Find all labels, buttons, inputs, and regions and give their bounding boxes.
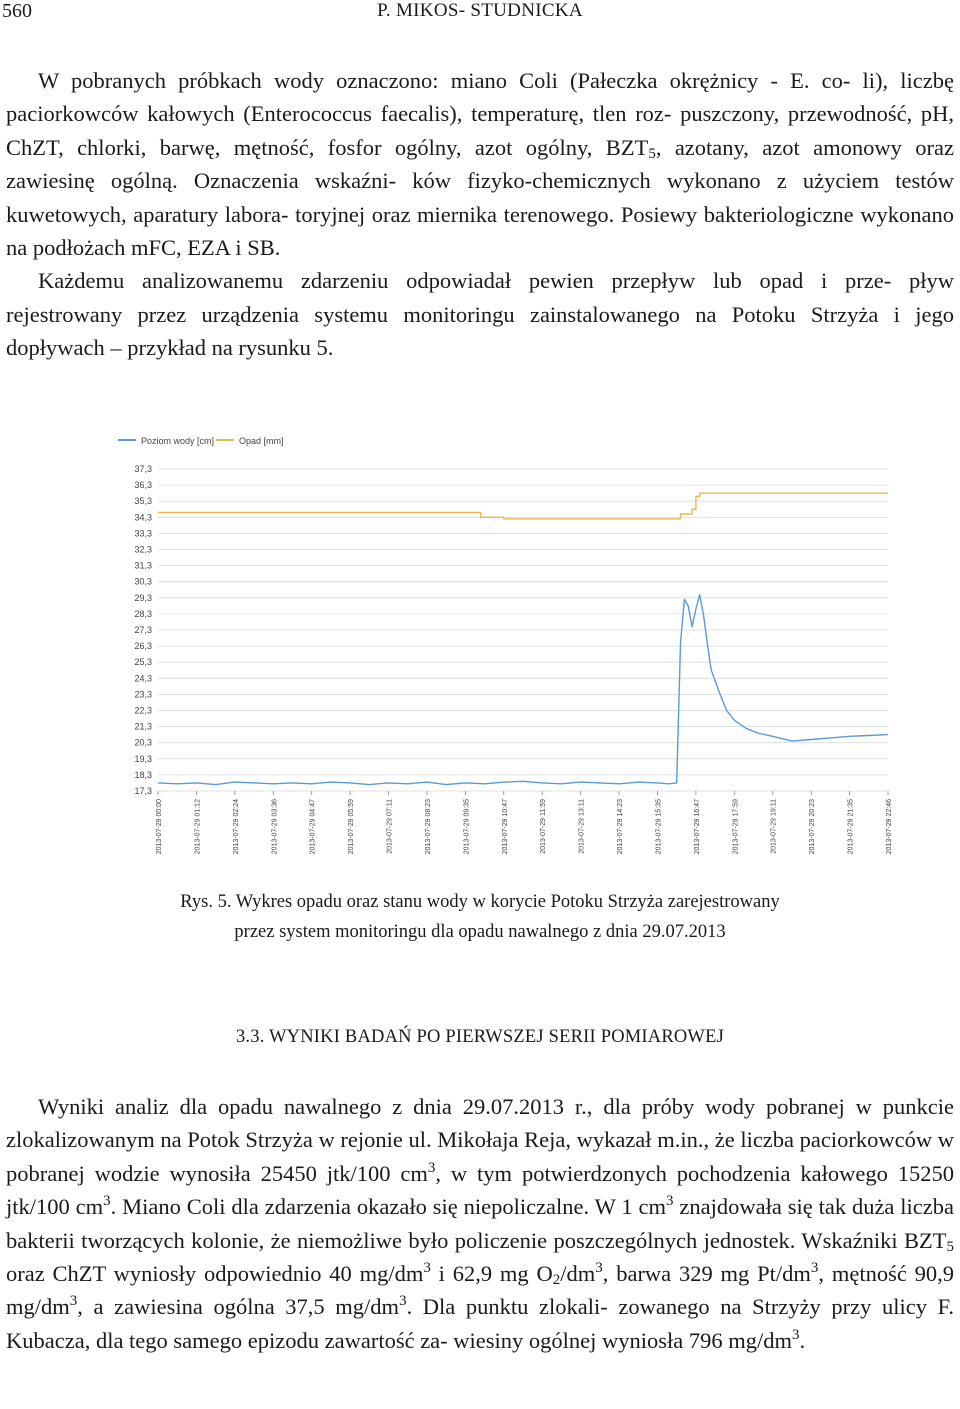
y-tick-label: 29,3 <box>134 592 152 603</box>
text-line: mFC, EZA i SB. <box>130 235 281 261</box>
legend-label: Poziom wody [cm] <box>141 436 215 446</box>
x-tick-label: 2013-07-29 16:47 <box>693 799 701 855</box>
x-tick-label: 2013-07-29 07:11 <box>386 799 394 854</box>
chart-series <box>158 493 888 784</box>
x-tick-label: 2013-07-29 01:12 <box>194 799 202 855</box>
text-line: m.in., że liczba paciorkowców w pobranej wodzie wynosiła 25450 jtk/100 cm <box>6 1127 954 1186</box>
superscript: 3 <box>103 1193 111 1210</box>
text-line: wiesiny ogólnej wyniosła 796 mg/dm <box>453 1327 793 1353</box>
legend-label: Opad [mm] <box>239 436 284 446</box>
y-tick-label: 23,3 <box>134 689 152 700</box>
x-tick-label: 2013-07-29 11:59 <box>540 799 548 854</box>
x-tick-label: 2013-07-29 17:59 <box>732 799 740 855</box>
text-line: , w tym <box>435 1160 513 1186</box>
page-header <box>0 0 960 30</box>
y-tick-label: 18,3 <box>134 769 152 780</box>
y-tick-label: 36,3 <box>134 480 152 491</box>
text-line: potwierdzonych pochodzenia kałowego 15250 jtk/100 cm <box>6 1160 954 1220</box>
x-tick-label: 2013-07-29 13:11 <box>578 799 586 854</box>
figure-caption <box>0 887 960 947</box>
text-line: , mętność 90,9 mg/dm <box>6 1261 954 1320</box>
text-line: i 62,9 mg O <box>430 1261 553 1287</box>
chart-legend <box>118 436 284 446</box>
y-tick-label: 27,3 <box>134 625 152 635</box>
figure-chart <box>110 425 893 865</box>
y-tick-label: 28,3 <box>134 608 152 619</box>
y-tick-label: 26,3 <box>134 641 152 652</box>
x-tick-label: 2013-07-29 15:35 <box>655 799 663 855</box>
text-line: li), liczbę paciorkowców kałowych (Enterococcus faecalis), temperaturę, tlen roz- <box>6 68 954 127</box>
text-line: znajdowała się tak duża liczba bakterii tworzących <box>6 1194 955 1253</box>
text-line: Pt/dm <box>757 1261 811 1287</box>
x-tick-label: 2013-07-29 21:35 <box>847 799 855 855</box>
y-tick-label: 24,3 <box>134 673 152 684</box>
x-axis-ticks <box>156 791 893 854</box>
chart-grid <box>158 469 888 791</box>
page-number: 560 <box>2 0 32 22</box>
y-tick-label: 22,3 <box>134 705 152 716</box>
text-line: /dm <box>560 1261 596 1287</box>
text-line: toryjnej oraz miernika terenowego. Posiewy bakteriologiczne wykonano na podłożach <box>6 201 955 261</box>
y-tick-label: 33,3 <box>134 528 152 539</box>
y-tick-label: 31,3 <box>134 560 152 571</box>
y-axis-ticks <box>134 464 152 796</box>
paragraph-results <box>6 1090 954 1357</box>
caption-line: przez system monitoringu dla opadu nawalnego z dnia 29.07.2013 <box>234 922 726 942</box>
text-line: oraz ChZT wyniosły odpowiednio 40 mg/dm <box>6 1261 424 1287</box>
text-line: puszczony, przewodność, pH, ChZT, chlorki, barwę, mętność, fosfor ogólny, azot <box>6 101 955 160</box>
superscript: 3 <box>69 1293 78 1310</box>
superscript: 3 <box>792 1326 800 1343</box>
text-line: okazało się niepoliczalne. W 1 cm <box>356 1194 666 1220</box>
text-line: Strzyża i jego dopływach – przykład na rysunku 5. <box>6 301 954 361</box>
superscript: 3 <box>427 1159 436 1176</box>
x-tick-label: 2013-07-29 14:23 <box>617 799 625 855</box>
x-tick-label: 2013-07-29 10:47 <box>501 799 509 855</box>
x-tick-label: 2013-07-29 20:23 <box>809 799 817 855</box>
superscript: 3 <box>595 1260 603 1277</box>
y-tick-label: 30,3 <box>134 576 152 587</box>
x-tick-label: 2013-07-29 19:11 <box>770 799 778 854</box>
x-tick-label: 2013-07-29 05:59 <box>348 799 356 855</box>
y-tick-label: 20,3 <box>134 737 152 748</box>
series-rainfall <box>158 493 888 519</box>
section-heading: 3.3. WYNIKI BADAŃ PO PIERWSZEJ SERII POMIAROWEJ <box>235 1027 724 1047</box>
x-tick-label: 2013-07-29 03:36 <box>271 799 279 855</box>
text-line: zowanego na Strzyży przy ulicy F. Kubacza, dla tego samego epizodu zawartość za- <box>6 1294 954 1353</box>
text-line: . Miano Coli dla zdarzenia <box>110 1194 351 1220</box>
text-line: kolonie, że niemożliwe było policzenie poszczególnych jednostek. Wskaźniki BZT <box>191 1227 947 1253</box>
text-line: , barwa 329 mg <box>602 1261 750 1287</box>
text-line: pływ rejestrowany przez urządzenia systemu monitoringu zainstalowanego na Potoku <box>6 268 955 327</box>
chart-svg <box>110 425 893 865</box>
y-tick-label: 21,3 <box>134 721 152 732</box>
caption-line: Rys. 5. Wykres opadu oraz stanu wody w korycie Potoku Strzyża zarejestrowany <box>180 892 780 912</box>
y-tick-label: 32,3 <box>134 544 152 555</box>
y-tick-label: 37,3 <box>134 464 152 474</box>
superscript: 3 <box>810 1260 819 1277</box>
text-line: W pobranych próbkach wody oznaczono: miano Coli (Pałeczka okrężnicy - E. co- <box>38 68 851 93</box>
text-line: , a zawiesina ogólna 37,5 mg/dm <box>77 1294 400 1320</box>
subscript: 5 <box>648 145 656 162</box>
superscript: 3 <box>423 1260 431 1277</box>
y-tick-label: 19,3 <box>134 753 152 764</box>
y-tick-label: 25,3 <box>134 657 152 668</box>
text-line: . <box>799 1327 806 1353</box>
superscript: 3 <box>665 1193 674 1210</box>
y-tick-label: 34,3 <box>134 512 152 523</box>
series-water-level <box>158 595 888 785</box>
subscript: 2 <box>552 1272 561 1289</box>
x-tick-label: 2013-07-29 22:46 <box>886 799 893 855</box>
x-tick-label: 2013-07-29 09:35 <box>463 799 471 855</box>
x-tick-label: 2013-07-29 04:47 <box>309 799 317 855</box>
text-line: ków fizyko-chemicznych wykonano z użyciem testów kuwetowych, aparatury labora- <box>6 168 954 227</box>
y-tick-label: 35,3 <box>134 496 152 507</box>
subscript: 5 <box>946 1238 954 1255</box>
running-title: P. MIKOS- STUDNICKA <box>377 0 583 21</box>
text-line: , azotany, azot amonowy oraz zawiesinę ogólną. Oznaczenia wskaźni- <box>6 134 954 194</box>
superscript: 3 <box>399 1293 407 1310</box>
text-line: ogólny, BZT <box>525 134 649 160</box>
paragraph-methods <box>6 64 954 365</box>
x-tick-label: 2013-07-29 00:00 <box>156 799 163 855</box>
text-line: Wyniki analiz dla opadu nawalnego z dnia 29.07.2013 r., dla próby wody pobranej <box>38 1094 845 1119</box>
text-line: . Dla punktu zlokali- <box>406 1294 608 1320</box>
y-tick-label: 17,3 <box>134 786 152 796</box>
text-line: w punkcie zlokalizowanym na Potok Strzyża w rejonie ul. Mikołaja Reja, wykazał <box>6 1094 954 1153</box>
text-line: Każdemu analizowanemu zdarzeniu odpowiadał pewien przepływ lub opad i prze- <box>38 268 892 294</box>
x-tick-label: 2013-07-29 02:24 <box>232 799 240 855</box>
x-tick-label: 2013-07-29 08:23 <box>424 799 432 855</box>
